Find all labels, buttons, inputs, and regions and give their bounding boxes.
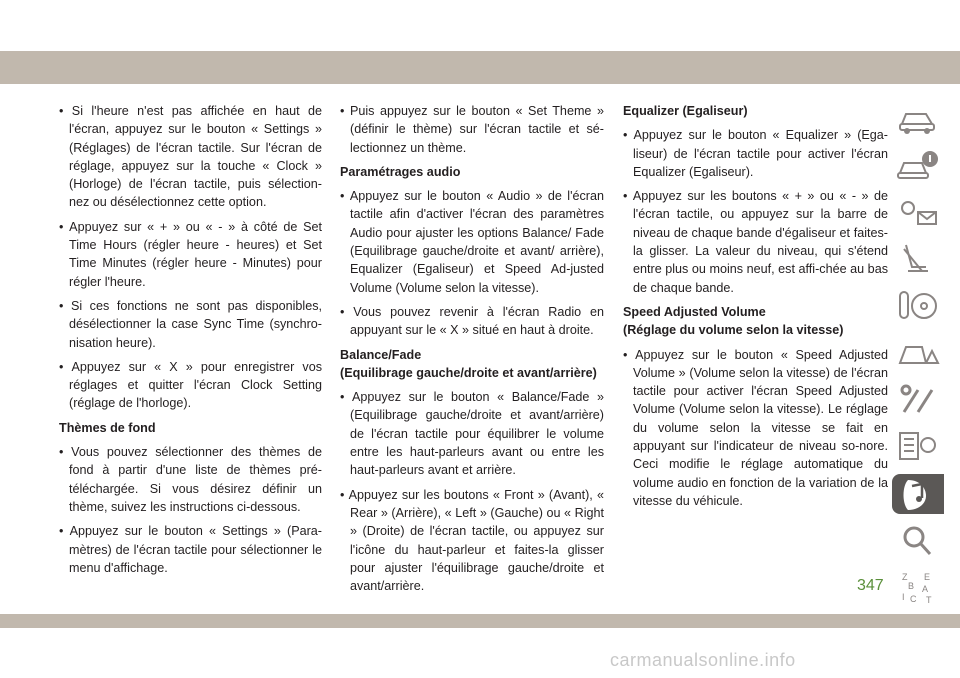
paragraph: • Si ces fonctions ne sont pas disponibles, désélectionner la case Sync Time (synchro-nisation heure).: [59, 297, 322, 352]
column-3: [623, 102, 888, 516]
header-band: [0, 51, 960, 84]
car-info-icon: [896, 147, 940, 183]
paragraph: • Appuyez sur les boutons « Front » (Avant), « Rear » (Arrière), « Left » (Gauche) ou « Right » (Droite) de l'écran tactile, ou appuyez sur l'icône du haut-parleur et faites-la glisser pour ajuster l'équilibrage gauche/droite et avant/arrière.: [340, 486, 604, 596]
paragraph: • Vous pouvez revenir à l'écran Radio en appuyant sur le « X » situé en haut à droite.: [340, 303, 604, 340]
search-icon: [896, 523, 940, 559]
page-number: 347: [857, 577, 884, 594]
paragraph: • Appuyez sur le bouton « Speed Adjusted Volume » (Volume selon la vitesse) de l'écran tactile pour activer l'écran Speed Adjusted Volume (Volume selon la vitesse). Le réglage du volume selon la vitesse se fait en appuyant sur l'indicateur de niveau so-nore. Ceci modifie le réglage automatique du volume audio en fonction de la variation de la vitesse du véhicule.: [623, 346, 888, 511]
multimedia-icon: [896, 476, 940, 512]
tab-vehicle[interactable]: [892, 98, 944, 138]
paragraph: • Appuyez sur le bouton « Settings » (Para-mètres) de l'écran tactile pour sélectionner le menu d'affichage.: [59, 522, 322, 577]
paragraph: • Puis appuyez sur le bouton « Set Theme » (définir le thème) sur l'écran tactile et sé-lectionnez un thème.: [340, 102, 604, 157]
tab-warning-lights[interactable]: [892, 192, 944, 232]
column-2: [340, 102, 604, 601]
paragraph: • Appuyez sur le bouton « Equalizer » (Ega-liseur) de l'écran tactile pour activer l'écran Equalizer (Egaliseur).: [623, 126, 888, 181]
section-heading: Thèmes de fond: [59, 420, 156, 435]
paragraph: • Appuyez sur « X » pour enregistrer vos réglages et quitter l'écran Clock Setting (réglage de l'horloge).: [59, 358, 322, 413]
index-letter: A: [922, 584, 929, 594]
chapter-tabs: [892, 98, 960, 615]
tab-specifications[interactable]: [892, 427, 944, 467]
car-icon: [896, 100, 940, 136]
tab-safety[interactable]: [892, 239, 944, 279]
index-letter: I: [902, 592, 905, 602]
index-letter: C: [910, 594, 917, 604]
paragraph: • Appuyez sur le bouton « Audio » de l'écran tactile afin d'activer l'écran des paramètres Audio pour ajuster les options Balance/ Fade (Equilibrage gauche/droite et avant/ arrière), Equalizer (Egaliseur) et Speed Ad-justed Volume (Volume selon la vitesse).: [340, 187, 604, 297]
section-heading: Equalizer (Egaliseur): [623, 104, 748, 118]
tab-search[interactable]: [892, 521, 944, 561]
paragraph: • Appuyez sur « + » ou « - » à côté de Set Time Hours (régler heure - heures) et Set Time Minutes (régler heure - Minutes) pour régler l'heure.: [59, 218, 322, 291]
paragraph: • Si l'heure n'est pas affichée en haut de l'écran, appuyez sur le bouton « Settings » (Réglages) de l'écran tactile. Sur l'écran de réglage, appuyez sur la touche « Clock » (Horloge) de l'écran tactile, puis sélection-nez ou désélectionnez cette option.: [59, 102, 322, 212]
index-letter: E: [924, 572, 931, 582]
paragraph: • Vous pouvez sélectionner des thèmes de fond à partir d'une liste de thèmes pré-téléchargée. Si vous désirez définir un thème, suivez les instructions ci-dessous.: [59, 443, 322, 516]
tools-icon: [896, 382, 940, 418]
section-subheading: (Equilibrage gauche/droite et avant/arrière): [340, 365, 597, 380]
index-icon: [896, 570, 940, 606]
tab-vehicle-info[interactable]: [892, 145, 944, 185]
warning-lights-icon: [896, 194, 940, 230]
section-heading: Balance/Fade: [340, 347, 422, 362]
section-heading: Speed Adjusted Volume: [623, 304, 766, 319]
index-letter: B: [908, 581, 915, 591]
watermark: carmanualsonline.info: [610, 650, 796, 670]
driving-icon: [896, 288, 940, 324]
paragraph: • Appuyez sur les boutons « + » ou « - » de l'écran tactile, ou appuyez sur la barre de niveau de chaque bande d'égaliseur et faites-la glisser. La valeur du niveau, qui s'étend entre plus ou moins neuf, est affi-chée au bas de chaque bande.: [623, 187, 888, 297]
specs-icon: [896, 429, 940, 465]
paragraph: • Appuyez sur le bouton « Balance/Fade » (Equilibrage gauche/droite et avant/arrière) de l'écran tactile pour équilibrer le volume entre les haut-parleurs avant ou entre les haut-parleurs avant et arrière.: [340, 388, 604, 479]
hazard-icon: [896, 335, 940, 371]
tab-starting-driving[interactable]: [892, 286, 944, 326]
tab-index[interactable]: [892, 568, 944, 608]
index-letter: T: [926, 595, 932, 605]
tab-emergency[interactable]: [892, 333, 944, 373]
footer-band: [0, 614, 960, 628]
section-heading: Paramétrages audio: [340, 164, 461, 179]
tab-multimedia[interactable]: [892, 474, 944, 514]
seat-safety-icon: [896, 241, 940, 277]
section-subheading: (Réglage du volume selon la vitesse): [623, 323, 844, 338]
index-letter: Z: [902, 572, 908, 582]
tab-servicing[interactable]: [892, 380, 944, 420]
column-1: [59, 102, 322, 583]
